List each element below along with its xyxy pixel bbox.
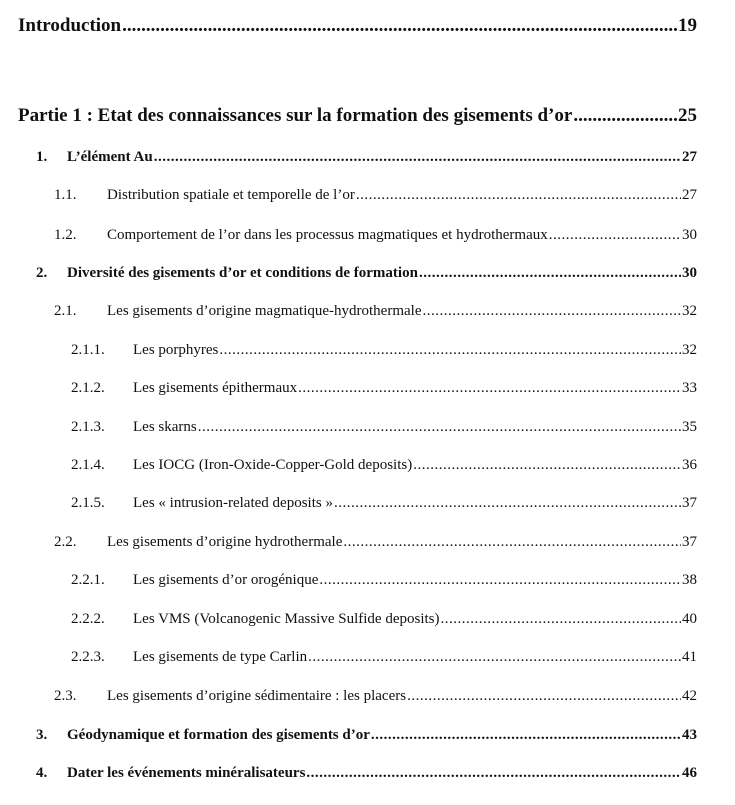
toc-entry[interactable] xyxy=(0,766,697,781)
toc-entry-number: 2.2.2. xyxy=(71,611,105,627)
toc-entry-number: 2.1.4. xyxy=(71,457,105,473)
toc-entry-title: Les gisements d’origine magmatique-hydrothermale xyxy=(107,303,422,319)
toc-entry-page-number: 46 xyxy=(682,765,697,781)
toc-entry-page-number: 32 xyxy=(682,303,697,319)
toc-entry[interactable] xyxy=(0,420,697,435)
toc-entry-title: Les VMS (Volcanogenic Massive Sulfide deposits) xyxy=(133,611,440,627)
toc-entry-title: Comportement de l’or dans les processus magmatiques et hydrothermaux xyxy=(107,227,548,243)
dot-leader xyxy=(407,689,681,704)
dot-leader xyxy=(219,343,681,358)
toc-entry-page-number: 43 xyxy=(682,727,697,743)
toc-entry[interactable] xyxy=(0,381,697,396)
toc-entry-title: Les gisements épithermaux xyxy=(133,380,298,396)
toc-entry-number: 2.1.1. xyxy=(71,342,105,358)
toc-entry-page-number: 40 xyxy=(682,611,697,627)
dot-leader xyxy=(154,150,681,165)
toc-entry-title: Les « intrusion-related deposits » xyxy=(133,495,333,511)
toc-entry-title: Les IOCG (Iron-Oxide-Copper-Gold deposits) xyxy=(133,457,413,473)
toc-entry[interactable] xyxy=(0,266,697,281)
toc-entry[interactable] xyxy=(0,16,697,35)
dot-leader xyxy=(441,612,682,627)
dot-leader xyxy=(198,420,681,435)
dot-leader xyxy=(298,381,681,396)
toc-entry-page-number: 37 xyxy=(682,534,697,550)
toc-entry[interactable] xyxy=(0,496,697,511)
toc-entry-number: 2. xyxy=(36,265,48,281)
toc-entry-number: 2.2.1. xyxy=(71,572,105,588)
toc-entry-number: 4. xyxy=(36,765,48,781)
toc-entry-page-number: 41 xyxy=(682,649,697,665)
toc-entry-title: Partie 1 : Etat des connaissances sur la formation des gisements d’or xyxy=(18,105,573,126)
toc-entry-page-number: 27 xyxy=(682,187,697,203)
toc-entry-page-number: 38 xyxy=(682,572,697,588)
dot-leader xyxy=(413,458,681,473)
toc-entry-title: Les gisements d’or orogénique xyxy=(133,572,319,588)
toc-entry-title: L’élément Au xyxy=(67,149,153,165)
dot-leader xyxy=(549,228,681,243)
dot-leader xyxy=(308,650,681,665)
toc-entry-number: 2.2. xyxy=(54,534,77,550)
toc-entry-page-number: 33 xyxy=(682,380,697,396)
dot-leader xyxy=(334,496,681,511)
toc-entry[interactable] xyxy=(0,650,697,665)
toc-entry-page-number: 30 xyxy=(682,227,697,243)
toc-entry-page-number: 27 xyxy=(682,149,697,165)
toc-entry[interactable] xyxy=(0,573,697,588)
toc-entry[interactable] xyxy=(0,228,697,243)
toc-entry[interactable] xyxy=(0,728,697,743)
toc-entry[interactable] xyxy=(0,150,697,165)
toc-entry-title: Les skarns xyxy=(133,419,197,435)
dot-leader xyxy=(423,304,682,319)
toc-entry-number: 1. xyxy=(36,149,48,165)
toc-entry[interactable] xyxy=(0,458,697,473)
toc-entry[interactable] xyxy=(0,188,697,203)
toc-entry-page-number: 32 xyxy=(682,342,697,358)
toc-entry-page-number: 35 xyxy=(682,419,697,435)
dot-leader xyxy=(319,573,681,588)
dot-leader xyxy=(343,535,681,550)
toc-entry-page-number: 37 xyxy=(682,495,697,511)
toc-entry[interactable] xyxy=(0,689,697,704)
toc-entry-title: Les gisements d’origine hydrothermale xyxy=(107,534,343,550)
toc-entry-number: 3. xyxy=(36,727,48,743)
toc-entry[interactable] xyxy=(0,535,697,550)
toc-entry-title: Diversité des gisements d’or et conditions de formation xyxy=(67,265,418,281)
toc-entry-page-number: 36 xyxy=(682,457,697,473)
toc-entry-title: Les gisements de type Carlin xyxy=(133,649,308,665)
dot-leader xyxy=(573,106,677,125)
toc-entry[interactable] xyxy=(0,612,697,627)
toc-entry-page-number: 19 xyxy=(678,15,697,36)
dot-leader xyxy=(371,728,681,743)
toc-entry-title: Distribution spatiale et temporelle de l’or xyxy=(107,187,355,203)
toc-entry-title: Les gisements d’origine sédimentaire : les placers xyxy=(107,688,407,704)
toc-entry-number: 2.1.5. xyxy=(71,495,105,511)
dot-leader xyxy=(122,16,677,35)
toc-entry-number: 2.2.3. xyxy=(71,649,105,665)
toc-entry[interactable] xyxy=(0,304,697,319)
toc-entry-number: 1.2. xyxy=(54,227,77,243)
toc-entry-number: 2.1.3. xyxy=(71,419,105,435)
dot-leader xyxy=(306,766,681,781)
toc-entry-title: Les porphyres xyxy=(133,342,219,358)
toc-entry-title: Dater les événements minéralisateurs xyxy=(67,765,306,781)
toc-entry-number: 2.1.2. xyxy=(71,380,105,396)
toc-entry-number: 2.3. xyxy=(54,688,77,704)
toc-entry-page-number: 30 xyxy=(682,265,697,281)
toc-entry-title: Introduction xyxy=(18,15,122,36)
dot-leader xyxy=(419,266,681,281)
toc-entry-number: 2.1. xyxy=(54,303,77,319)
toc-entry[interactable] xyxy=(0,106,697,125)
toc-entry-page-number: 25 xyxy=(678,105,697,126)
toc-entry-page-number: 42 xyxy=(682,688,697,704)
toc-entry-title: Géodynamique et formation des gisements d’or xyxy=(67,727,370,743)
toc-entry[interactable] xyxy=(0,343,697,358)
toc-entry-number: 1.1. xyxy=(54,187,77,203)
dot-leader xyxy=(356,188,681,203)
